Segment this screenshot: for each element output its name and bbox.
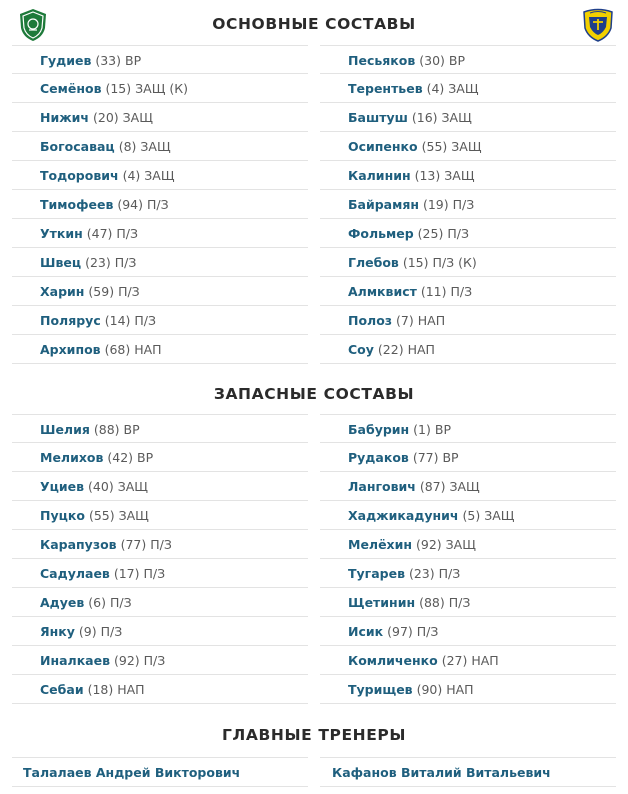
player-row[interactable] (320, 588, 616, 617)
player-row[interactable] (12, 335, 308, 364)
player-name[interactable]: Осипенко (348, 139, 418, 154)
player-row[interactable] (320, 248, 616, 277)
player-position: ЗАЩ (К) (135, 81, 188, 96)
player-name[interactable]: Рудаков (348, 450, 409, 465)
player-position: ВР (125, 53, 142, 68)
player-position: ВР (442, 450, 459, 465)
player-name[interactable]: Лангович (348, 479, 416, 494)
player-number: (77) (412, 450, 439, 465)
player-number: (68) (104, 342, 131, 357)
player-name[interactable]: Мелёхин (348, 537, 413, 552)
starting-lineups-title: ОСНОВНЫЕ СОСТАВЫ (212, 15, 416, 33)
player-row[interactable] (320, 646, 616, 675)
player-row[interactable] (12, 414, 308, 443)
player-name[interactable]: Харин (40, 284, 85, 299)
player-row[interactable] (12, 190, 308, 219)
player-name[interactable]: Калинин (348, 168, 411, 183)
player-number: (15) (402, 255, 429, 270)
player-position: П/З (447, 226, 469, 241)
player-row[interactable] (12, 617, 308, 646)
player-name[interactable]: Тимофеев (40, 197, 114, 212)
player-number: (16) (411, 110, 438, 125)
player-row[interactable] (12, 675, 308, 704)
player-name[interactable]: Мелихов (40, 450, 104, 465)
player-row[interactable] (320, 277, 616, 306)
player-name[interactable]: Карапузов (40, 537, 117, 552)
player-name[interactable]: Комличенко (348, 653, 438, 668)
player-position: ВР (123, 422, 140, 437)
head-coaches-title: ГЛАВНЫЕ ТРЕНЕРЫ (221, 726, 407, 744)
player-number: (6) (88, 595, 107, 610)
player-number: (33) (95, 53, 122, 68)
player-name[interactable]: Нижич (40, 110, 89, 125)
away-subs-list (320, 414, 616, 704)
player-row[interactable] (12, 248, 308, 277)
player-name[interactable]: Гудиев (40, 53, 92, 68)
player-name[interactable]: Песьяков (348, 53, 416, 68)
player-row[interactable] (12, 277, 308, 306)
player-number: (18) (87, 682, 114, 697)
player-number: (77) (120, 537, 147, 552)
player-position: П/З (416, 624, 439, 639)
player-name[interactable]: Тугарев (348, 566, 405, 581)
player-number: (94) (117, 197, 144, 212)
player-number: (88) (93, 422, 120, 437)
player-position: П/З (150, 537, 172, 552)
player-position: НАП (417, 313, 446, 328)
player-number: (5) (462, 508, 481, 523)
player-name[interactable]: Исик (348, 624, 384, 639)
player-position: ВР (448, 53, 466, 68)
player-number: (55) (88, 508, 115, 523)
player-name[interactable]: Фольмер (348, 226, 414, 241)
player-number: (20) (92, 110, 119, 125)
player-position: П/З (450, 284, 473, 299)
home-coach[interactable]: Талалаев Андрей Викторович (12, 757, 308, 787)
player-number: (42) (107, 450, 134, 465)
player-position: П/З (143, 566, 166, 581)
player-row[interactable] (320, 335, 616, 364)
player-name[interactable]: Тодорович (40, 168, 119, 183)
player-row[interactable] (320, 45, 616, 74)
player-row[interactable] (12, 161, 308, 190)
player-row[interactable] (12, 132, 308, 161)
player-row[interactable] (320, 161, 616, 190)
player-number: (8) (118, 139, 137, 154)
player-number: (15) (105, 81, 132, 96)
player-name[interactable]: Уткин (40, 226, 83, 241)
player-name[interactable]: Иналкаев (40, 653, 110, 668)
player-number: (4) (122, 168, 141, 183)
player-position: НАП (117, 682, 145, 697)
player-name[interactable]: Алмквист (348, 284, 417, 299)
player-name[interactable]: Полоз (348, 313, 393, 328)
player-row[interactable] (320, 306, 616, 335)
player-number: (90) (416, 682, 443, 697)
player-number: (22) (377, 342, 404, 357)
player-position: ЗАЩ (449, 479, 480, 494)
player-position: П/З (147, 197, 169, 212)
player-number: (92) (416, 537, 442, 552)
player-number: (87) (419, 479, 446, 494)
player-row[interactable] (12, 559, 308, 588)
player-position: П/З (448, 595, 471, 610)
player-row[interactable] (12, 646, 308, 675)
player-position: НАП (134, 342, 162, 357)
player-row[interactable] (12, 74, 308, 103)
player-position: П/З (110, 595, 132, 610)
player-row[interactable] (320, 132, 616, 161)
player-number: (23) (408, 566, 435, 581)
player-name[interactable]: Янку (40, 624, 75, 639)
player-row[interactable] (12, 219, 308, 248)
player-position: ЗАЩ (144, 168, 175, 183)
player-number: (88) (419, 595, 445, 610)
player-number: (17) (113, 566, 140, 581)
player-position: ЗАЩ (140, 139, 171, 154)
player-name[interactable]: Турищев (348, 682, 413, 697)
player-number: (47) (86, 226, 113, 241)
player-position: ЗАЩ (441, 110, 472, 125)
player-name[interactable]: Садулаев (40, 566, 110, 581)
player-row[interactable] (12, 443, 308, 472)
player-name[interactable]: Уциев (40, 479, 85, 494)
player-position: П/З (143, 653, 166, 668)
player-position: П/З (100, 624, 123, 639)
player-row[interactable] (320, 617, 616, 646)
player-name[interactable]: Хаджикадунич (348, 508, 459, 523)
player-number: (1) (413, 422, 431, 437)
player-name[interactable]: Щетинин (348, 595, 416, 610)
substitutes-title: ЗАПАСНЫЕ СОСТАВЫ (213, 385, 415, 403)
player-name[interactable]: Пуцко (40, 508, 85, 523)
player-number: (19) (422, 197, 449, 212)
player-position: П/З (438, 566, 461, 581)
player-row[interactable] (320, 530, 616, 559)
player-position: П/З (114, 255, 137, 270)
player-row[interactable] (12, 530, 308, 559)
player-position: ЗАЩ (451, 139, 482, 154)
player-row[interactable] (12, 103, 308, 132)
player-number: (23) (85, 255, 111, 270)
player-row[interactable] (320, 559, 616, 588)
player-position: П/З (452, 197, 475, 212)
player-row[interactable] (12, 472, 308, 501)
player-row[interactable] (12, 45, 308, 74)
player-row[interactable] (12, 501, 308, 530)
player-name[interactable]: Себаи (40, 682, 84, 697)
player-name[interactable]: Шелия (40, 422, 90, 437)
player-number: (59) (88, 284, 115, 299)
player-position: П/З (134, 313, 157, 328)
player-position: ЗАЩ (118, 508, 149, 523)
player-number: (97) (387, 624, 413, 639)
player-number: (40) (88, 479, 114, 494)
player-position: НАП (407, 342, 435, 357)
player-position: П/З (К) (432, 255, 477, 270)
player-name[interactable]: Полярус (40, 313, 101, 328)
player-row[interactable] (320, 219, 616, 248)
player-position: ЗАЩ (444, 168, 475, 183)
player-name[interactable]: Глебов (348, 255, 399, 270)
player-row[interactable] (320, 472, 616, 501)
player-row[interactable] (320, 74, 616, 103)
player-row[interactable] (12, 588, 308, 617)
player-position: НАП (471, 653, 499, 668)
player-number: (25) (417, 226, 444, 241)
player-name[interactable]: Швец (40, 255, 82, 270)
player-number: (9) (78, 624, 97, 639)
player-name[interactable]: Байрамян (348, 197, 419, 212)
player-row[interactable] (320, 501, 616, 530)
player-position: П/З (118, 284, 140, 299)
player-number: (4) (426, 81, 445, 96)
player-number: (27) (441, 653, 468, 668)
player-row[interactable] (320, 443, 616, 472)
player-number: (55) (421, 139, 448, 154)
player-position: ЗАЩ (448, 81, 479, 96)
player-row[interactable] (320, 190, 616, 219)
player-position: ЗАЩ (484, 508, 515, 523)
away-coach[interactable]: Кафанов Виталий Витальевич (320, 757, 616, 787)
player-name[interactable]: Соу (348, 342, 374, 357)
home-subs-list (12, 414, 308, 704)
player-row[interactable] (320, 414, 616, 443)
player-name[interactable]: Семёнов (40, 81, 102, 96)
player-name[interactable]: Адуев (40, 595, 85, 610)
player-name[interactable]: Терентьев (348, 81, 423, 96)
player-row[interactable] (320, 675, 616, 704)
player-name[interactable]: Баштуш (348, 110, 408, 125)
away-starting-list (320, 45, 616, 364)
player-position: П/З (116, 226, 139, 241)
player-number: (7) (396, 313, 414, 328)
player-position: ЗАЩ (117, 479, 148, 494)
player-number: (13) (414, 168, 441, 183)
home-starting-list (12, 45, 308, 364)
player-name[interactable]: Богосавац (40, 139, 115, 154)
player-position: ЗАЩ (445, 537, 476, 552)
player-name[interactable]: Архипов (40, 342, 101, 357)
player-number: (14) (104, 313, 131, 328)
player-position: НАП (446, 682, 474, 697)
player-position: ВР (137, 450, 154, 465)
player-position: ВР (434, 422, 451, 437)
player-row[interactable] (320, 103, 616, 132)
player-row[interactable] (12, 306, 308, 335)
player-number: (11) (420, 284, 447, 299)
player-name[interactable]: Бабурин (348, 422, 410, 437)
player-position: ЗАЩ (122, 110, 153, 125)
player-number: (92) (113, 653, 140, 668)
player-number: (30) (419, 53, 445, 68)
